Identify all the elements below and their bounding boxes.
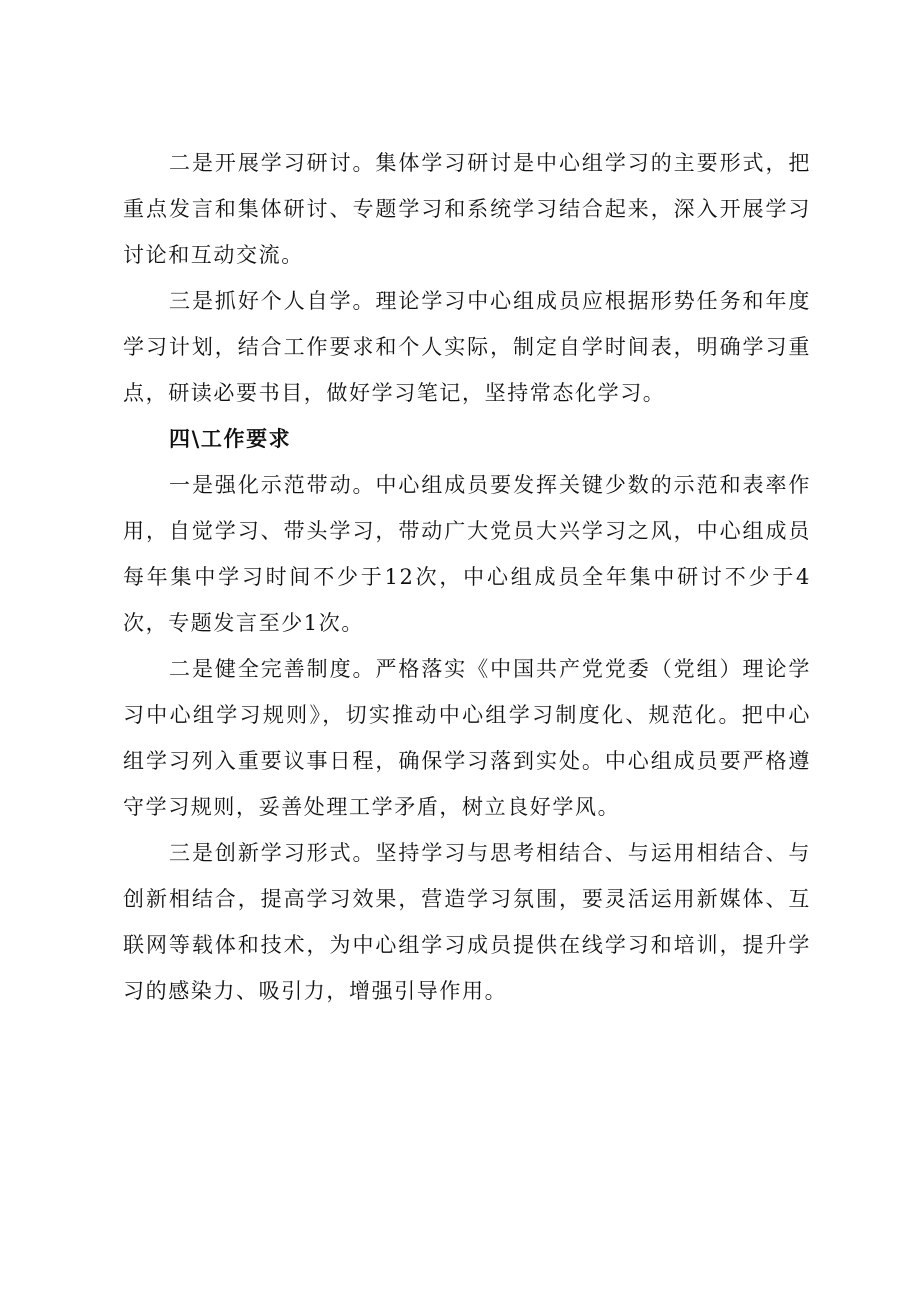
- paragraph-self-study: 三是抓好个人自学。理论学习中心组成员应根据形势任务和年度学习计划，结合工作要求和个人实际，制定自学时间表，明确学习重点，研读必要书目，做好学习笔记，坚持常态化学习。: [123, 289, 811, 405]
- section-heading-work-requirements: 四\工作要求: [169, 426, 292, 451]
- paragraph-innovate-form: 三是创新学习形式。坚持学习与思考相结合、与运用相结合、与创新相结合，提高学习效果，营造学习氛围，要灵活运用新媒体、互联网等载体和技术，为中心组学习成员提供在线学习和培训，提升学习的感染力、吸引力，增强引导作用。: [123, 841, 811, 1003]
- paragraph-study-discussion: 二是开展学习研讨。集体学习研讨是中心组学习的主要形式，把重点发言和集体研讨、专题学习和系统学习结合起来，深入开展学习讨论和互动交流。: [123, 151, 811, 267]
- paragraph-improve-system: 二是健全完善制度。严格落实《中国共产党党委（党组）理论学习中心组学习规则》，切实推动中心组学习制度化、规范化。把中心组学习列入重要议事日程，确保学习落到实处。中心组成员要严格遵守学习规则，妥善处理工学矛盾，树立良好学风。: [123, 657, 811, 819]
- document-body: [123, 140, 811, 1014]
- paragraph-exemplary-role: 一是强化示范带动。中心组成员要发挥关键少数的示范和表率作用，自觉学习、带头学习，带动广大党员大兴学习之风，中心组成员每年集中学习时间不少于12次，中心组成员全年集中研讨不少于4次，专题发言至少1次。: [123, 473, 811, 635]
